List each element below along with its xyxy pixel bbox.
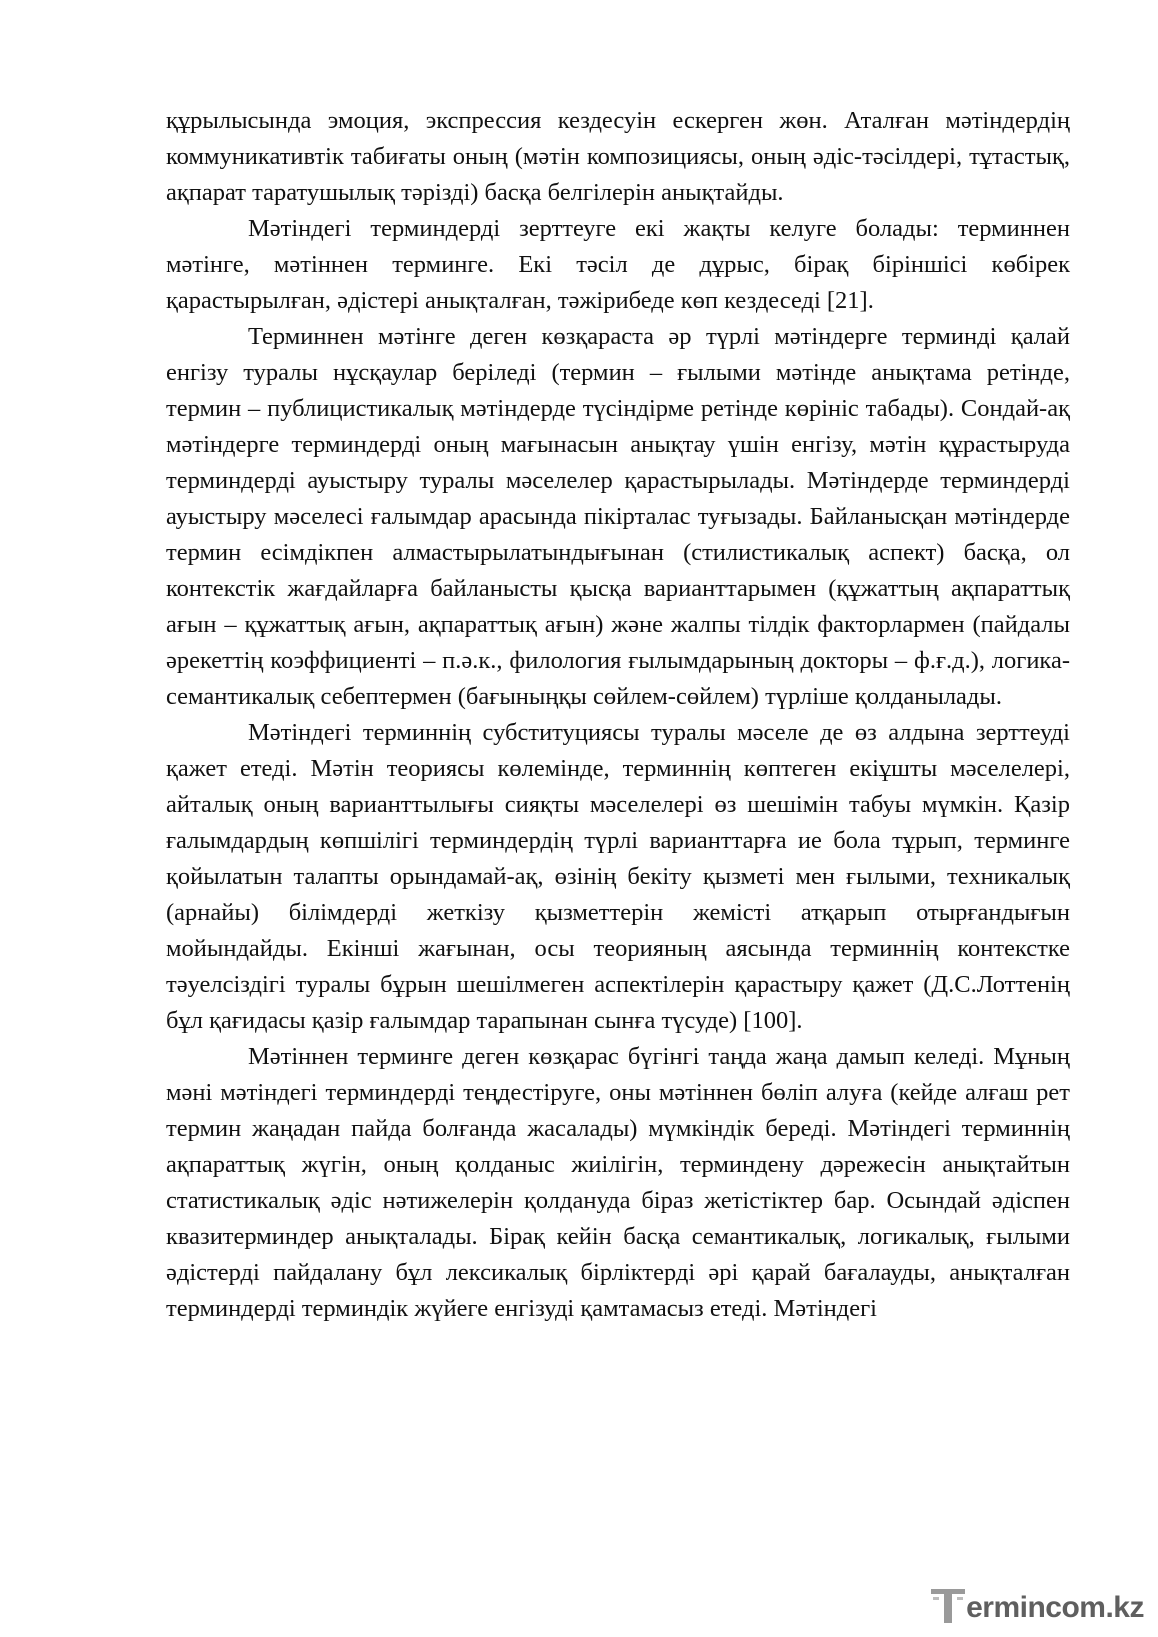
termincom-logo-icon [931,1585,965,1625]
paragraph-5: Мәтіннен терминге деген көзқарас бүгінгі таңда жаңа дамып келеді. Мұның мәні мәтіндегі терминдерді теңдестіруге, оны мәтіннен бөліп алуға (кейде алғаш рет термин жаңадан пайда болғанда жасалады) мүмкіндік береді. Мәтіндегі терминнің ақпараттық жүгін, оның қолданыс жиілігін, терминдену дәрежесін анықтайтын статистикалық әдіс нәтижелерін қолдануда біраз жетістіктер бар. Осындай әдіспен квазитерминдер анықталады. Бірақ кейін басқа семантикалық, логикалық, ғылыми әдістерді пайдалану бұл лексикалық бірліктерді әрі қарай бағалауды, анықталған терминдерді терминдік жүйеге енгізуді қамтамасыз етеді. Мәтіндегі [166,1043,1070,1322]
paragraph-2: Мәтіндегі терминдерді зерттеуге екі жақты келуге болады: терминнен мәтінге, мәтіннен терминге. Екі тәсіл де дұрыс, бірақ біріншісі көбірек қарастырылған, әдістері анықталған, тәжірибеде көп кездеседі [21]. [166,215,1070,314]
termincom-watermark [931,1581,1144,1625]
watermark-text: ermincom.kz [966,1591,1144,1624]
document-body [166,103,1070,1327]
paragraph-4: Мәтіндегі терминнің субституциясы туралы мәселе де өз алдына зерттеуді қажет етеді. Мәтін теориясы көлемінде, терминнің көптеген екіұшты мәселелері, айталық оның варианттылығы сияқты мәселелері өз шешімін табуы мүмкін. Қазір ғалымдардың көпшілігі терминдердің түрлі варианттарға ие бола тұрып, терминге қойылатын талапты орындамай-ақ, өзінің бекіту қызметі мен ғылыми, техникалық (арнайы) білімдерді жеткізу қызметтерін жемісті атқарып отырғандығын мойындайды. Екінші жағынан, осы теорияның аясында терминнің контекстке тәуелсіздігі туралы бұрын шешілмеген аспектілерін қарастыру қажет (Д.С.Лоттенің бұл қағидасы қазір ғалымдар тарапынан сынға түсуде) [100]. [166,719,1070,1034]
paragraph-3: Терминнен мәтінге деген көзқараста әр түрлі мәтіндерге терминді қалай енгізу туралы нұсқаулар беріледі (термин – ғылыми мәтінде анықтама ретінде, термин – публицистикалық мәтіндерде түсіндірме ретінде көрініс табады). Сондай-ақ мәтіндерге терминдерді оның мағынасын анықтау үшін енгізу, мәтін құрастыруда терминдерді ауыстыру туралы мәселелер қарастырылады. Мәтіндерде терминдерді ауыстыру мәселесі ғалымдар арасында пікірталас туғызады. Байланысқан мәтіндерде термин есімдікпен алмастырылатындығынан (стилистикалық аспект) басқа, ол контекстік жағдайларға байланысты қысқа варианттарымен (құжаттың ақпараттық ағын – құжаттық ағын, ақпараттық ағын) және жалпы тілдік факторлармен (пайдалы әрекеттің коэффициенті – п.ә.к., филология ғылымдарының докторы – ф.ғ.д.), логика-семантикалық себептермен (бағыныңқы сөйлем-сөйлем) түрліше қолданылады. [166,323,1070,710]
paragraph-1: құрылысында эмоция, экспрессия кездесуін ескерген жөн. Аталған мәтіндердің коммуникативтік табиғаты оның (мәтін композициясы, оның әдіс-тәсілдері, тұтастық, ақпарат таратушылық тәрізді) басқа белгілерін анықтайды. [166,107,1070,206]
